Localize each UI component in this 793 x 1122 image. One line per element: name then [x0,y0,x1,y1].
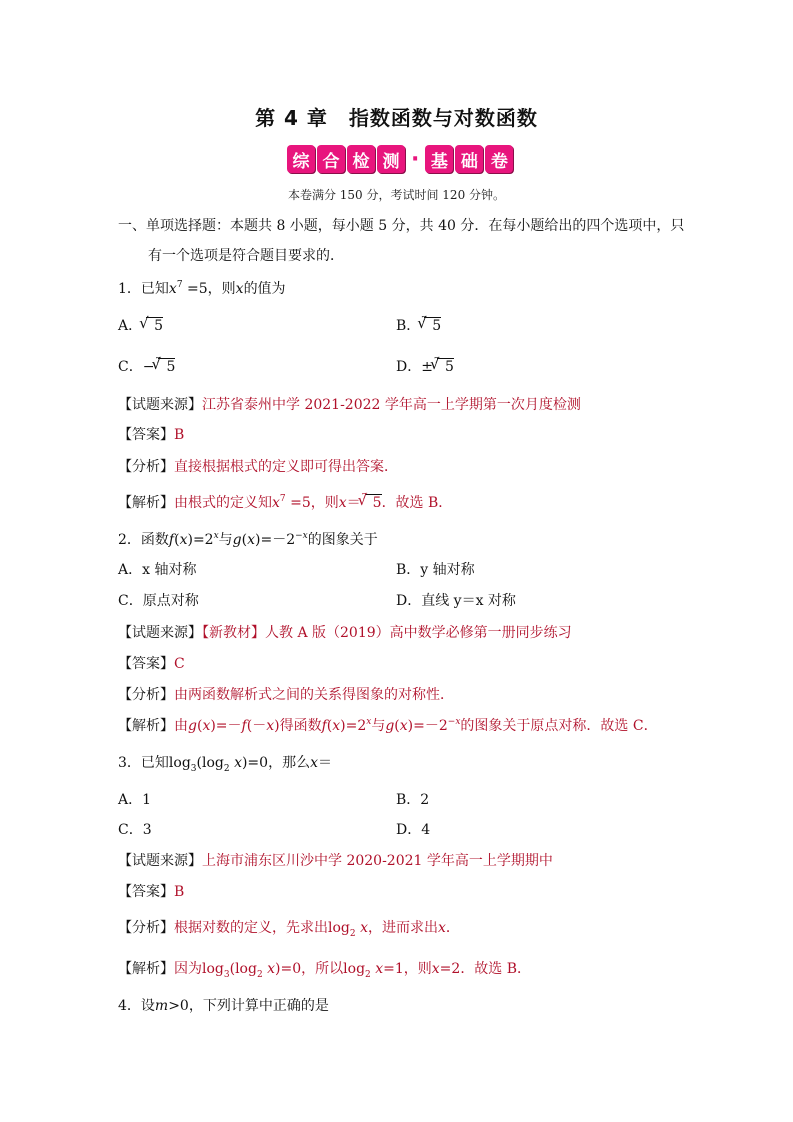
question-3-answer: 【答案】B [118,884,185,900]
question-2-option-a[interactable]: A．x 轴对称 [118,562,197,578]
question-3-option-c[interactable]: C．3 [118,822,152,838]
banner-char: 础 [455,145,483,173]
banner-char: 基 [425,145,453,173]
question-1-source: 【试题来源】江苏省泰州中学 2021-2022 学年高一上学期第一次月度检测 [118,397,581,413]
question-3-stem: 3．已知$\log_3(\log_2$ x)=0，那么x＝ [118,755,332,774]
question-3-analysis: 【分析】根据对数的定义，先求出$\log_2 x$，进而求出x． [118,920,460,939]
question-2-source: 【试题来源】【新教材】人教 A 版（2019）高中数学必修第一册同步练习 [118,625,572,641]
question-2-solution: 【解析】由g(x)=－f(－x)得函数$f(x)=2^x$与$g(x)=-2^{-x}$的图象关于原点对称．故选 C． [118,717,658,734]
question-2-option-d[interactable]: D．直线 y＝x 对称 [396,593,516,609]
question-4-stem: 4．设m>0，下列计算中正确的是 [118,998,329,1014]
question-1-option-b[interactable]: B． √ 7 5 [396,316,441,336]
question-3-solution: 【解析】因为$\log_3(\log_2$ x)=0，所以$\log_2 x=1$，则x=2．故选 B． [118,961,532,980]
banner-char: 测 [377,145,405,173]
banner-dot: · [411,146,420,172]
question-1-answer: 【答案】B [118,427,185,443]
question-3-option-b[interactable]: B．2 [396,792,430,808]
page-title: 第 4 章 指数函数与对数函数 [255,106,538,130]
question-2-option-b[interactable]: B．y 轴对称 [396,562,475,578]
question-2-stem: 2．函数$f(x)=2^x$与$g(x)=-2^{-x}$的图象关于 [118,531,378,548]
question-2-answer: 【答案】C [118,656,185,672]
question-3-option-a[interactable]: A．1 [118,792,152,808]
question-1-solution: 【解析】由根式的定义知$x^7 =5$，则x＝ √ 7 5．故选 B． [118,493,452,513]
question-2-analysis: 【分析】由两函数解析式之间的关系得图象的对称性． [118,687,454,703]
question-1-option-c[interactable]: C．− √ 7 5 [118,357,175,377]
banner-char: 合 [317,145,345,173]
section-heading-line2: 有一个选项是符合题目要求的． [148,248,344,264]
section-heading-line1: 一、单项选择题：本题共 8 小题，每小题 5 分，共 40 分．在每小题给出的四个选项中，只 [118,218,685,234]
banner-char: 检 [347,145,375,173]
question-1-stem: 1．已知$x^7 =5$，则x的值为 [118,280,286,297]
banner-char: 综 [287,145,315,173]
question-2-option-c[interactable]: C．原点对称 [118,593,199,609]
question-1-analysis: 【分析】直接根据根式的定义即可得出答案． [118,459,398,475]
question-3-source: 【试题来源】上海市浦东区川沙中学 2020-2021 学年高一上学期期中 [118,853,553,869]
question-3-option-d[interactable]: D．4 [396,822,431,838]
question-1-option-a[interactable]: A．√ 5 [118,316,163,336]
banner [287,144,513,174]
exam-info: 本卷满分 150 分，考试时间 120 分钟。 [287,188,506,202]
banner-char: 卷 [485,145,513,173]
question-1-option-d[interactable]: D．± √ 7 5 [396,357,454,377]
